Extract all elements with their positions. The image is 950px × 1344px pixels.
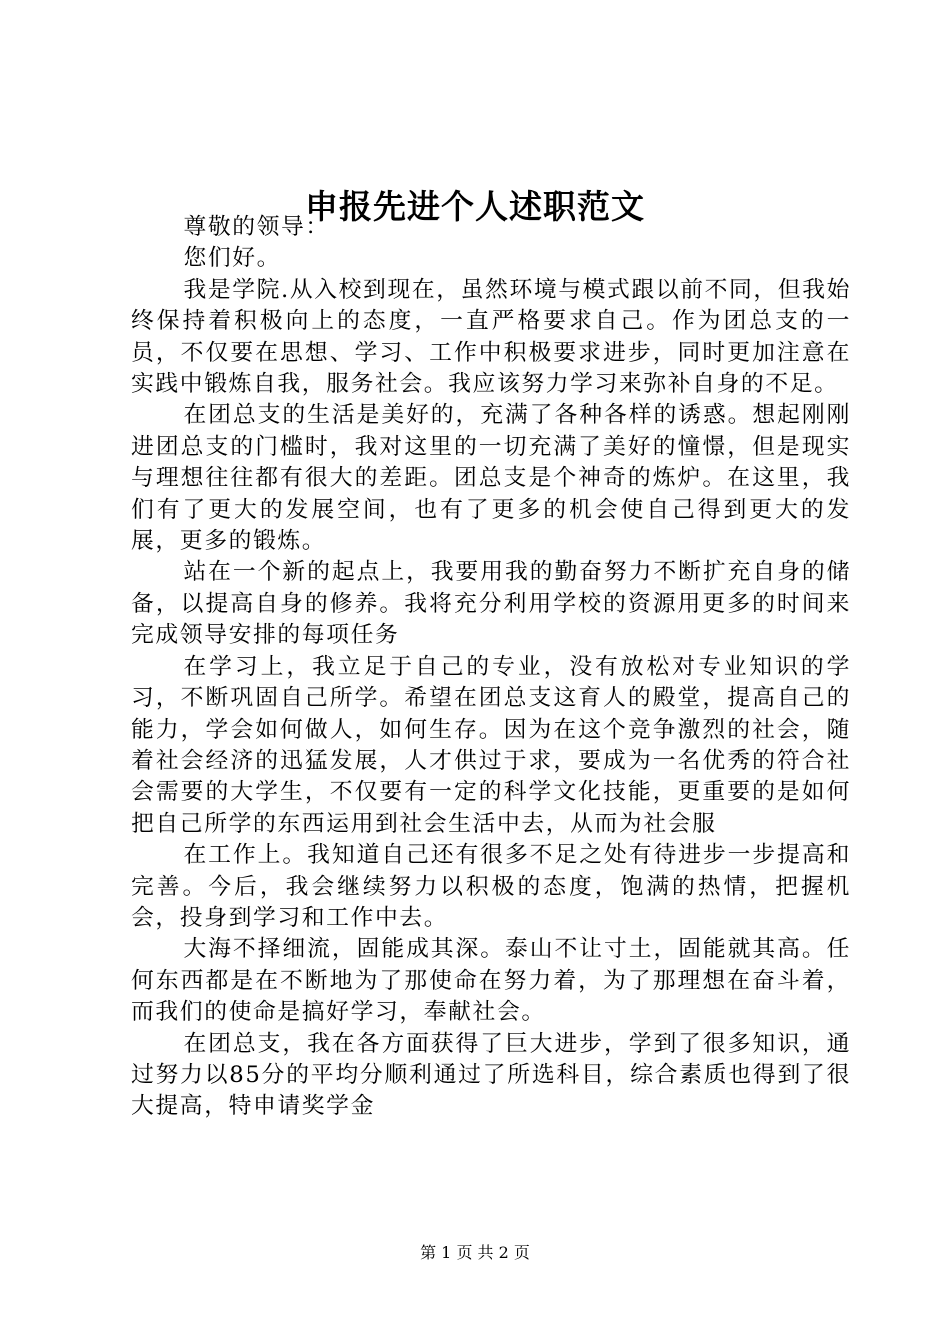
salutation-line: 您们好。 bbox=[183, 245, 282, 272]
page-number: 第 1 页 共 2 页 bbox=[420, 1243, 530, 1262]
document-body bbox=[131, 212, 851, 1123]
paragraph-conclusion: 在团总支，我在各方面获得了巨大进步，学到了很多知识，通过努力以85分的平均分顺利通过了所选科目，综合素质也得到了很大提高，特申请奖学金 bbox=[131, 1030, 851, 1120]
paragraph-study: 在学习上，我立足于自己的专业，没有放松对专业知识的学习，不断巩固自己所学。希望在团总支这育人的殿堂，提高自己的能力，学会如何做人，如何生存。因为在这个竞争激烈的社会，随着社会经济的迅猛发展，人才供过于求，要成为一名优秀的符合社会需要的大学生，不仅要有一定的科学文化技能，更重要的是如何把自己所学的东西运用到社会生活中去，从而为社会服 bbox=[131, 653, 851, 837]
greeting-line: 尊敬的领导： bbox=[183, 214, 330, 240]
paragraph-work: 在工作上。我知道自己还有很多不足之处有待进步一步提高和完善。今后，我会继续努力以积极的态度，饱满的热情，把握机会，投身到学习和工作中去。 bbox=[131, 842, 851, 931]
paragraph-life: 在团总支的生活是美好的，充满了各种各样的诱惑。想起刚刚进团总支的门槛时，我对这里的一切充满了美好的憧憬，但是现实与理想往往都有很大的差距。团总支是个神奇的炼炉。在这里，我们有了更大的发展空间，也有了更多的机会使自己得到更大的发展，更多的锻炼。 bbox=[131, 402, 851, 555]
paragraph-intro: 我是学院.从入校到现在，虽然环境与模式跟以前不同，但我始终保持着积极向上的态度，一直严格要求自己。作为团总支的一员，不仅要在思想、学习、工作中积极要求进步，同时更加注意在实践中锻炼自我，服务社会。我应该努力学习来弥补自身的不足。 bbox=[131, 276, 851, 398]
paragraph-proverb: 大海不择细流，固能成其深。泰山不让寸土，固能就其高。任何东西都是在不断地为了那使命在努力着，为了那理想在奋斗着，而我们的使命是搞好学习，奉献社会。 bbox=[131, 936, 851, 1026]
document-title: 申报先进个人述职范文 bbox=[305, 187, 645, 226]
paragraph-new-start: 站在一个新的起点上，我要用我的勤奋努力不断扩充自身的储备，以提高自身的修养。我将充分利用学校的资源用更多的时间来完成领导安排的每项任务 bbox=[131, 559, 851, 649]
